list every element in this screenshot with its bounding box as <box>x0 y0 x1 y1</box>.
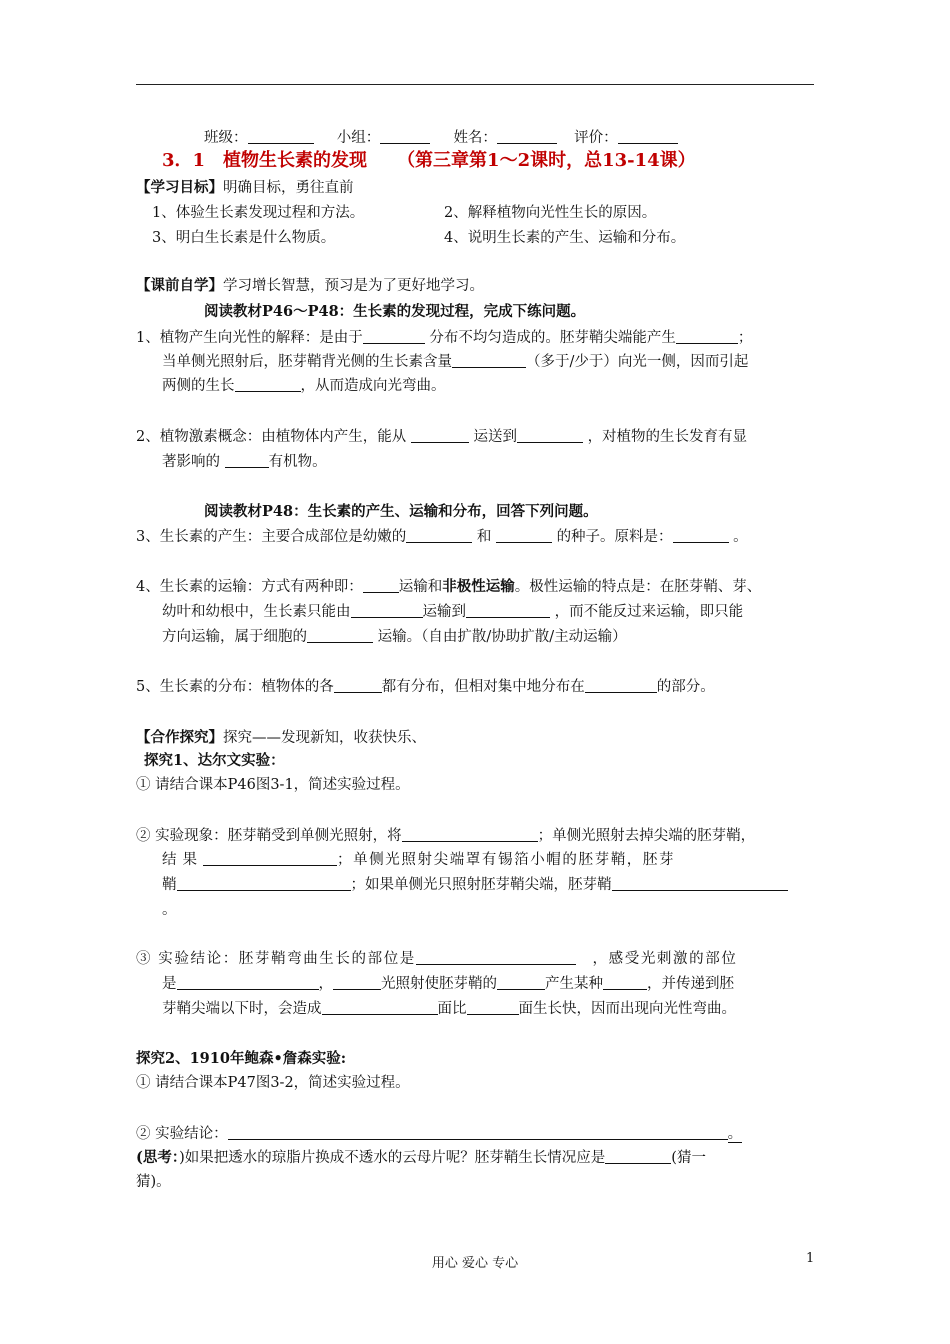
name-label: 姓名： <box>453 130 497 146</box>
exp1-blank-9[interactable] <box>603 974 647 990</box>
think-blank[interactable] <box>605 1148 671 1164</box>
preview-motto: 学习增长智慧，预习是为了更好地学习。 <box>223 278 484 294</box>
q3-blank-3[interactable] <box>673 527 729 543</box>
experiment-1-phenomenon-line-3: 鞘 ；如果单侧光只照射胚芽鞘尖端，胚芽鞘 <box>162 875 788 895</box>
q1-blank-3[interactable] <box>452 352 526 368</box>
header-rule <box>136 84 814 85</box>
q5-blank-1[interactable] <box>334 677 382 693</box>
eval-blank[interactable] <box>618 128 678 144</box>
q4-blank-1[interactable] <box>363 577 399 593</box>
experiment-1-conclusion-line-2: 是 ， 光照射使胚芽鞘的 产生某种 ，并传递到胚 <box>162 976 734 992</box>
question-5-line: 5、生长素的分布：植物体的各 都有分布，但相对集中地分布在 的部分。 <box>136 679 715 695</box>
question-4-line-1: 4、生长素的运输：方式有两种即： 运输和非极性运输。极性运输的特点是：在胚芽鞘、芽、 <box>136 578 762 595</box>
exp1-blank-7[interactable] <box>333 974 381 990</box>
question-4-line-3: 方向运输，属于细胞的 运输。（自由扩散/协助扩散/主动运输） <box>162 629 627 645</box>
question-1-line-2: 当单侧光照射后，胚芽鞘背光侧的生长素含量 （多于/少于）向光一侧，因而引起 <box>162 354 749 370</box>
name-blank[interactable] <box>497 128 557 144</box>
goal-item: 4、说明生长素的产生、运输和分布。 <box>444 230 686 246</box>
page-number: 1 <box>806 1251 815 1266</box>
exp1-blank-4[interactable] <box>612 875 788 891</box>
q1-blank-1[interactable] <box>363 328 425 344</box>
preview-heading-line <box>136 276 484 296</box>
preview-heading: 【课前自学】 <box>136 277 223 294</box>
question-2-line-2: 著影响的 有机物。 <box>162 454 327 470</box>
q1-blank-4[interactable] <box>235 376 301 392</box>
reading-instruction-1: 阅读教材P46～P48：生长素的发现过程，完成下练问题。 <box>204 303 586 320</box>
exp1-blank-1[interactable] <box>402 826 538 842</box>
q2-blank-3[interactable] <box>225 452 269 468</box>
student-info-line <box>204 128 678 148</box>
goals-heading-line <box>136 178 354 198</box>
q3-blank-1[interactable] <box>406 527 472 543</box>
question-1-line-1: 1、植物产生向光性的解释：是由于 分布不均匀造成的。胚芽鞘尖端能产生 ； <box>136 330 753 346</box>
eval-label: 评价： <box>574 130 618 146</box>
experiment-2-conclusion-line: ② 实验结论： 。 <box>136 1126 743 1142</box>
exp1-blank-5[interactable] <box>416 949 576 965</box>
goal-item: 3、明白生长素是什么物质。 <box>152 230 336 246</box>
q4-blank-2[interactable] <box>351 602 423 618</box>
coop-heading-line <box>136 728 426 748</box>
question-3-line: 3、生长素的产生：主要合成部位是幼嫩的 和 的种子。原料是： 。 <box>136 529 748 545</box>
question-4-line-2: 幼叶和幼根中，生长素只能由 运输到 ，而不能反过来运输，即只能 <box>162 604 744 620</box>
title-main: 3．1 植物生长素的发现 <box>162 150 368 171</box>
think-question-line-1: (思考：)如果把透水的琼脂片换成不透水的云母片呢？胚芽鞘生长情况应是 (猜一 <box>136 1149 706 1166</box>
group-label: 小组： <box>336 130 381 146</box>
exp1-blank-10[interactable] <box>322 999 438 1015</box>
goal-item: 1、体验生长素发现过程和方法。 <box>152 205 365 221</box>
group-blank[interactable] <box>380 128 430 144</box>
q4-blank-4[interactable] <box>307 627 373 643</box>
class-label: 班级： <box>204 130 248 146</box>
class-blank[interactable] <box>248 128 314 144</box>
exp1-blank-2[interactable] <box>203 850 337 866</box>
exp2-blank-1[interactable] <box>228 1124 728 1140</box>
footer-motto: 用心 爱心 专心 <box>431 1256 519 1271</box>
exp1-blank-11[interactable] <box>467 999 519 1015</box>
question-2-line-1: 2、植物激素概念：由植物体内产生，能从 运送到 ，对植物的生长发育有显 <box>136 429 748 445</box>
q1-blank-2[interactable] <box>676 328 738 344</box>
q3-blank-2[interactable] <box>496 527 552 543</box>
experiment-1-phenomenon-end: 。 <box>162 902 177 918</box>
goal-item: 2、解释植物向光性生长的原因。 <box>444 205 657 221</box>
page-title <box>162 149 696 173</box>
goals-heading: 【学习目标】 <box>136 179 223 196</box>
q2-blank-1[interactable] <box>411 427 469 443</box>
coop-motto: 探究——发现新知，收获快乐、 <box>223 730 426 746</box>
experiment-1-conclusion-line-3: 芽鞘尖端以下时，会造成 面比 面生长快，因而出现向光性弯曲。 <box>162 1001 736 1017</box>
title-sub: （第三章第1～2课时，总13-14课） <box>397 150 696 171</box>
experiment-1-conclusion-line-1: ③ 实验结论：胚芽鞘弯曲生长的部位是 ，感受光刺激的部位 <box>136 951 738 967</box>
experiment-2-step-1: ① 请结合课本P47图3-2，简述实验过程。 <box>136 1075 410 1091</box>
coop-heading: 【合作探究】 <box>136 729 223 746</box>
exp1-blank-8[interactable] <box>497 974 545 990</box>
think-label: (思考： <box>136 1149 180 1166</box>
experiment-1-step-1: ① 请结合课本P46图3-1，简述实验过程。 <box>136 777 410 793</box>
question-1-line-3: 两侧的生长 ，从而造成向光弯曲。 <box>162 378 446 394</box>
q2-blank-2[interactable] <box>517 427 583 443</box>
experiment-2-title: 探究2、1910年鲍森•詹森实验: <box>136 1050 347 1067</box>
goals-motto: 明确目标，勇往直前 <box>223 180 354 196</box>
think-question-line-2: 猜)。 <box>136 1174 171 1190</box>
exp1-blank-3[interactable] <box>177 875 351 891</box>
exp1-blank-6[interactable] <box>177 974 319 990</box>
experiment-1-title: 探究1、达尔文实验： <box>144 752 285 769</box>
reading-instruction-2: 阅读教材P48：生长素的产生、运输和分布，回答下列问题。 <box>204 503 598 520</box>
q4-blank-3[interactable] <box>466 602 550 618</box>
experiment-1-phenomenon-line-2: 结果 ；单侧光照射尖端罩有锡箔小帽的胚芽鞘，胚芽 <box>162 852 676 868</box>
experiment-1-phenomenon-line-1: ② 实验现象：胚芽鞘受到单侧光照射，将 ；单侧光照射去掉尖端的胚芽鞘， <box>136 828 756 844</box>
q5-blank-2[interactable] <box>585 677 657 693</box>
